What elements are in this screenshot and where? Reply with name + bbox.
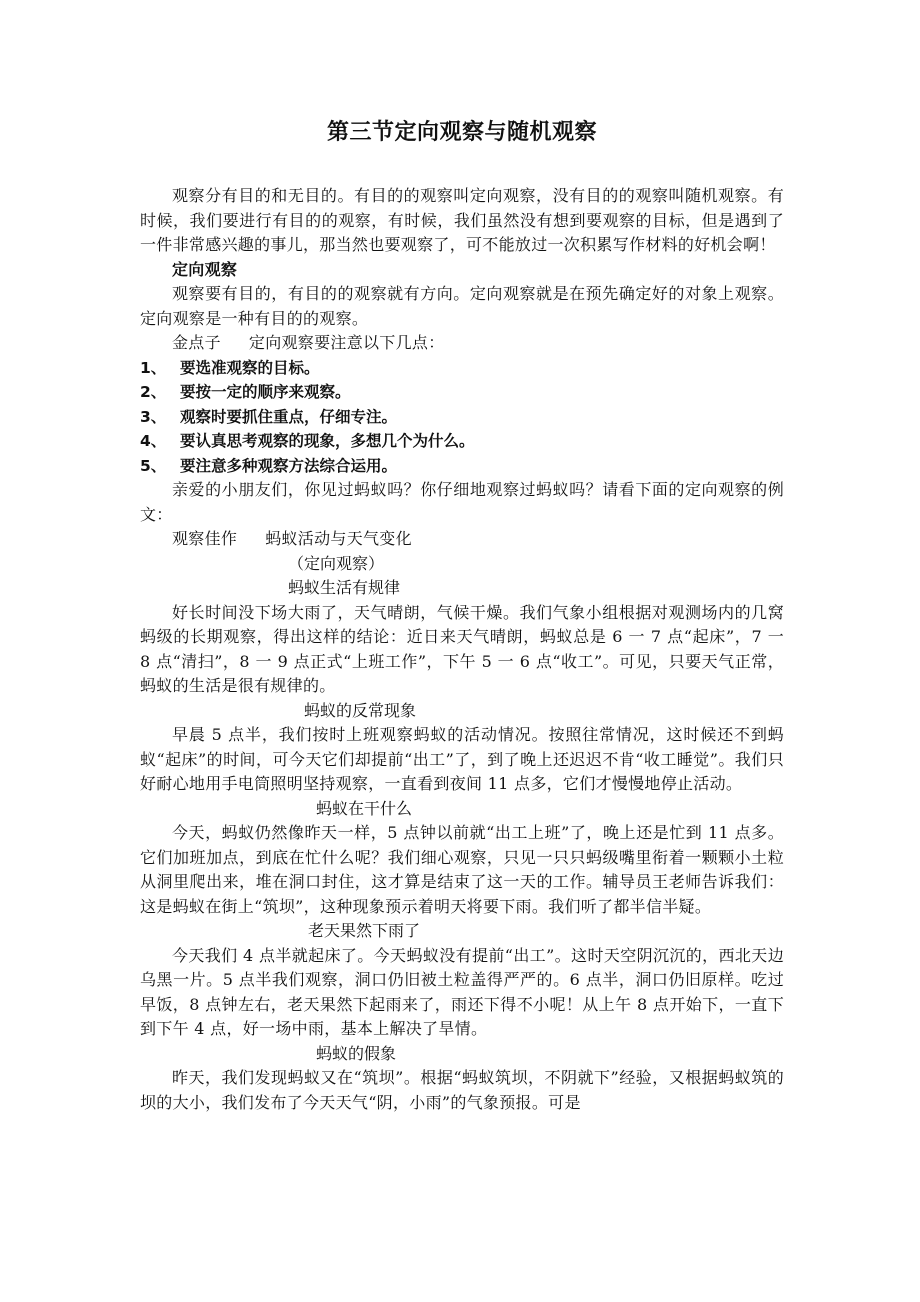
tip-text: 观察时要抓住重点，仔细专注。 (180, 407, 398, 426)
document-title: 第三节定向观察与随机观察 (326, 120, 597, 145)
tips-list (140, 356, 784, 479)
section-heading-directed: 定向观察 (172, 259, 238, 279)
subsection-heading: 老天果然下雨了 (308, 921, 421, 940)
tip-text: 要选准观察的目标。 (180, 358, 320, 377)
tip-number: 2、 (140, 383, 167, 401)
tip-item (140, 405, 784, 430)
tip-number: 4、 (140, 432, 167, 450)
tip-number: 1、 (140, 358, 167, 377)
subsection-paragraph: 早晨 5 点半，我们按时上班观察蚂蚁的活动情况。按照往常情况，这时候还不到蚂蚁“起床”的时间，可今天它们却提前“出工”了，到了晚上还迟迟不肯“收工睡觉”。我们只好耐心地用手电筒照明坚持观察，一直看到夜间 11 点多，它们才慢慢地停止活动。 (140, 725, 784, 793)
tips-intro: 定向观察要注意以下几点： (248, 333, 445, 352)
tips-label: 金点子 (172, 333, 221, 352)
tip-text: 要认真思考观察的现象，多想几个为什么。 (180, 432, 475, 450)
example-line (140, 527, 784, 552)
tip-number: 5、 (140, 456, 167, 475)
subsection-heading: 蚂蚁的反常现象 (304, 700, 417, 720)
subsection-heading: 蚂蚁的假象 (316, 1043, 397, 1063)
intro-paragraph: 观察分有目的和无目的。有目的的观察叫定向观察，没有目的的观察叫随机观察。有时候，我们要进行有目的的观察，有时候，我们虽然没有想到要观察的目标，但是遇到了一件非常感兴趣的事儿，那当然也要观察了，可不能放过一次积累写作材料的好机会啊！ (140, 186, 784, 254)
tip-number: 3、 (140, 407, 167, 426)
tip-text: 要按一定的顺序来观察。 (180, 383, 351, 401)
tips-line (140, 331, 784, 356)
directed-observation-paragraph: 观察要有目的，有目的的观察就有方向。定向观察就是在预先确定好的对象上观察。定向观察是一种有目的的观察。 (140, 284, 784, 328)
subsection-paragraph: 今天我们 4 点半就起床了。今天蚂蚁没有提前“出工”。这时天空阴沉沉的，西北天边乌黑一片。5 点半我们观察，洞口仍旧被土粒盖得严严的。6 点半，洞口仍旧原样。吃过早饭，8 点钟左右，老天果然下起雨来了，雨还下得不小呢！从上午 8 点开始下，一直下到下午 4 点，好一场中雨，基本上解决了旱情。 (140, 945, 784, 1038)
document-page (140, 118, 784, 1115)
subsection-paragraph: 今天，蚂蚁仍然像昨天一样，5 点钟以前就“出工上班”了，晚上还是忙到 11 点多。它们加班加点，到底在忙什么呢？我们细心观察，只见一只只蚂级嘴里衔着一颗颗小土粒从洞里爬出来，堆在洞口封住，这才算是结束了这一天的工作。辅导员王老师告诉我们：这是蚂蚁在街上“筑坝”，这种现象预示着明天将要下雨。我们听了都半信半疑。 (140, 823, 784, 916)
subsection-heading: 蚂蚁生活有规律 (288, 578, 401, 597)
tip-item (140, 380, 784, 405)
example-title: 蚂蚁活动与天气变化 (265, 529, 412, 548)
tip-item (140, 356, 784, 381)
tip-item (140, 429, 784, 454)
subsection-heading: 蚂蚁在干什么 (316, 798, 413, 818)
example-subtitle: （定向观察） (288, 553, 385, 573)
subsection-paragraph: 好长时间没下场大雨了，天气晴朗，气候干燥。我们气象小组根据对观测场内的几窝蚂级的长期观察，得出这样的结论：近日来天气晴朗，蚂蚁总是 6 一 7 点“起床”，7 一 8 点“清扫”，8 一 9 点正式“上班工作”，下午 5 一 6 点“收工”。可见，只要天气正常，蚂蚁的生活是很有规律的。 (140, 602, 784, 695)
tip-text: 要注意多种观察方法综合运用。 (180, 456, 398, 475)
subsection-paragraph: 昨天，我们发现蚂蚁又在“筑坝”。根据“蚂蚁筑坝，不阴就下”经验，又根据蚂蚁筑的坝的大小，我们发布了今天天气“阴，小雨”的气象预报。可是 (140, 1068, 784, 1112)
tip-item (140, 454, 784, 479)
example-label: 观察佳作 (172, 529, 238, 548)
question-paragraph: 亲爱的小朋友们，你见过蚂蚁吗？你仔细地观察过蚂蚁吗？请看下面的定向观察的例文： (140, 480, 784, 524)
